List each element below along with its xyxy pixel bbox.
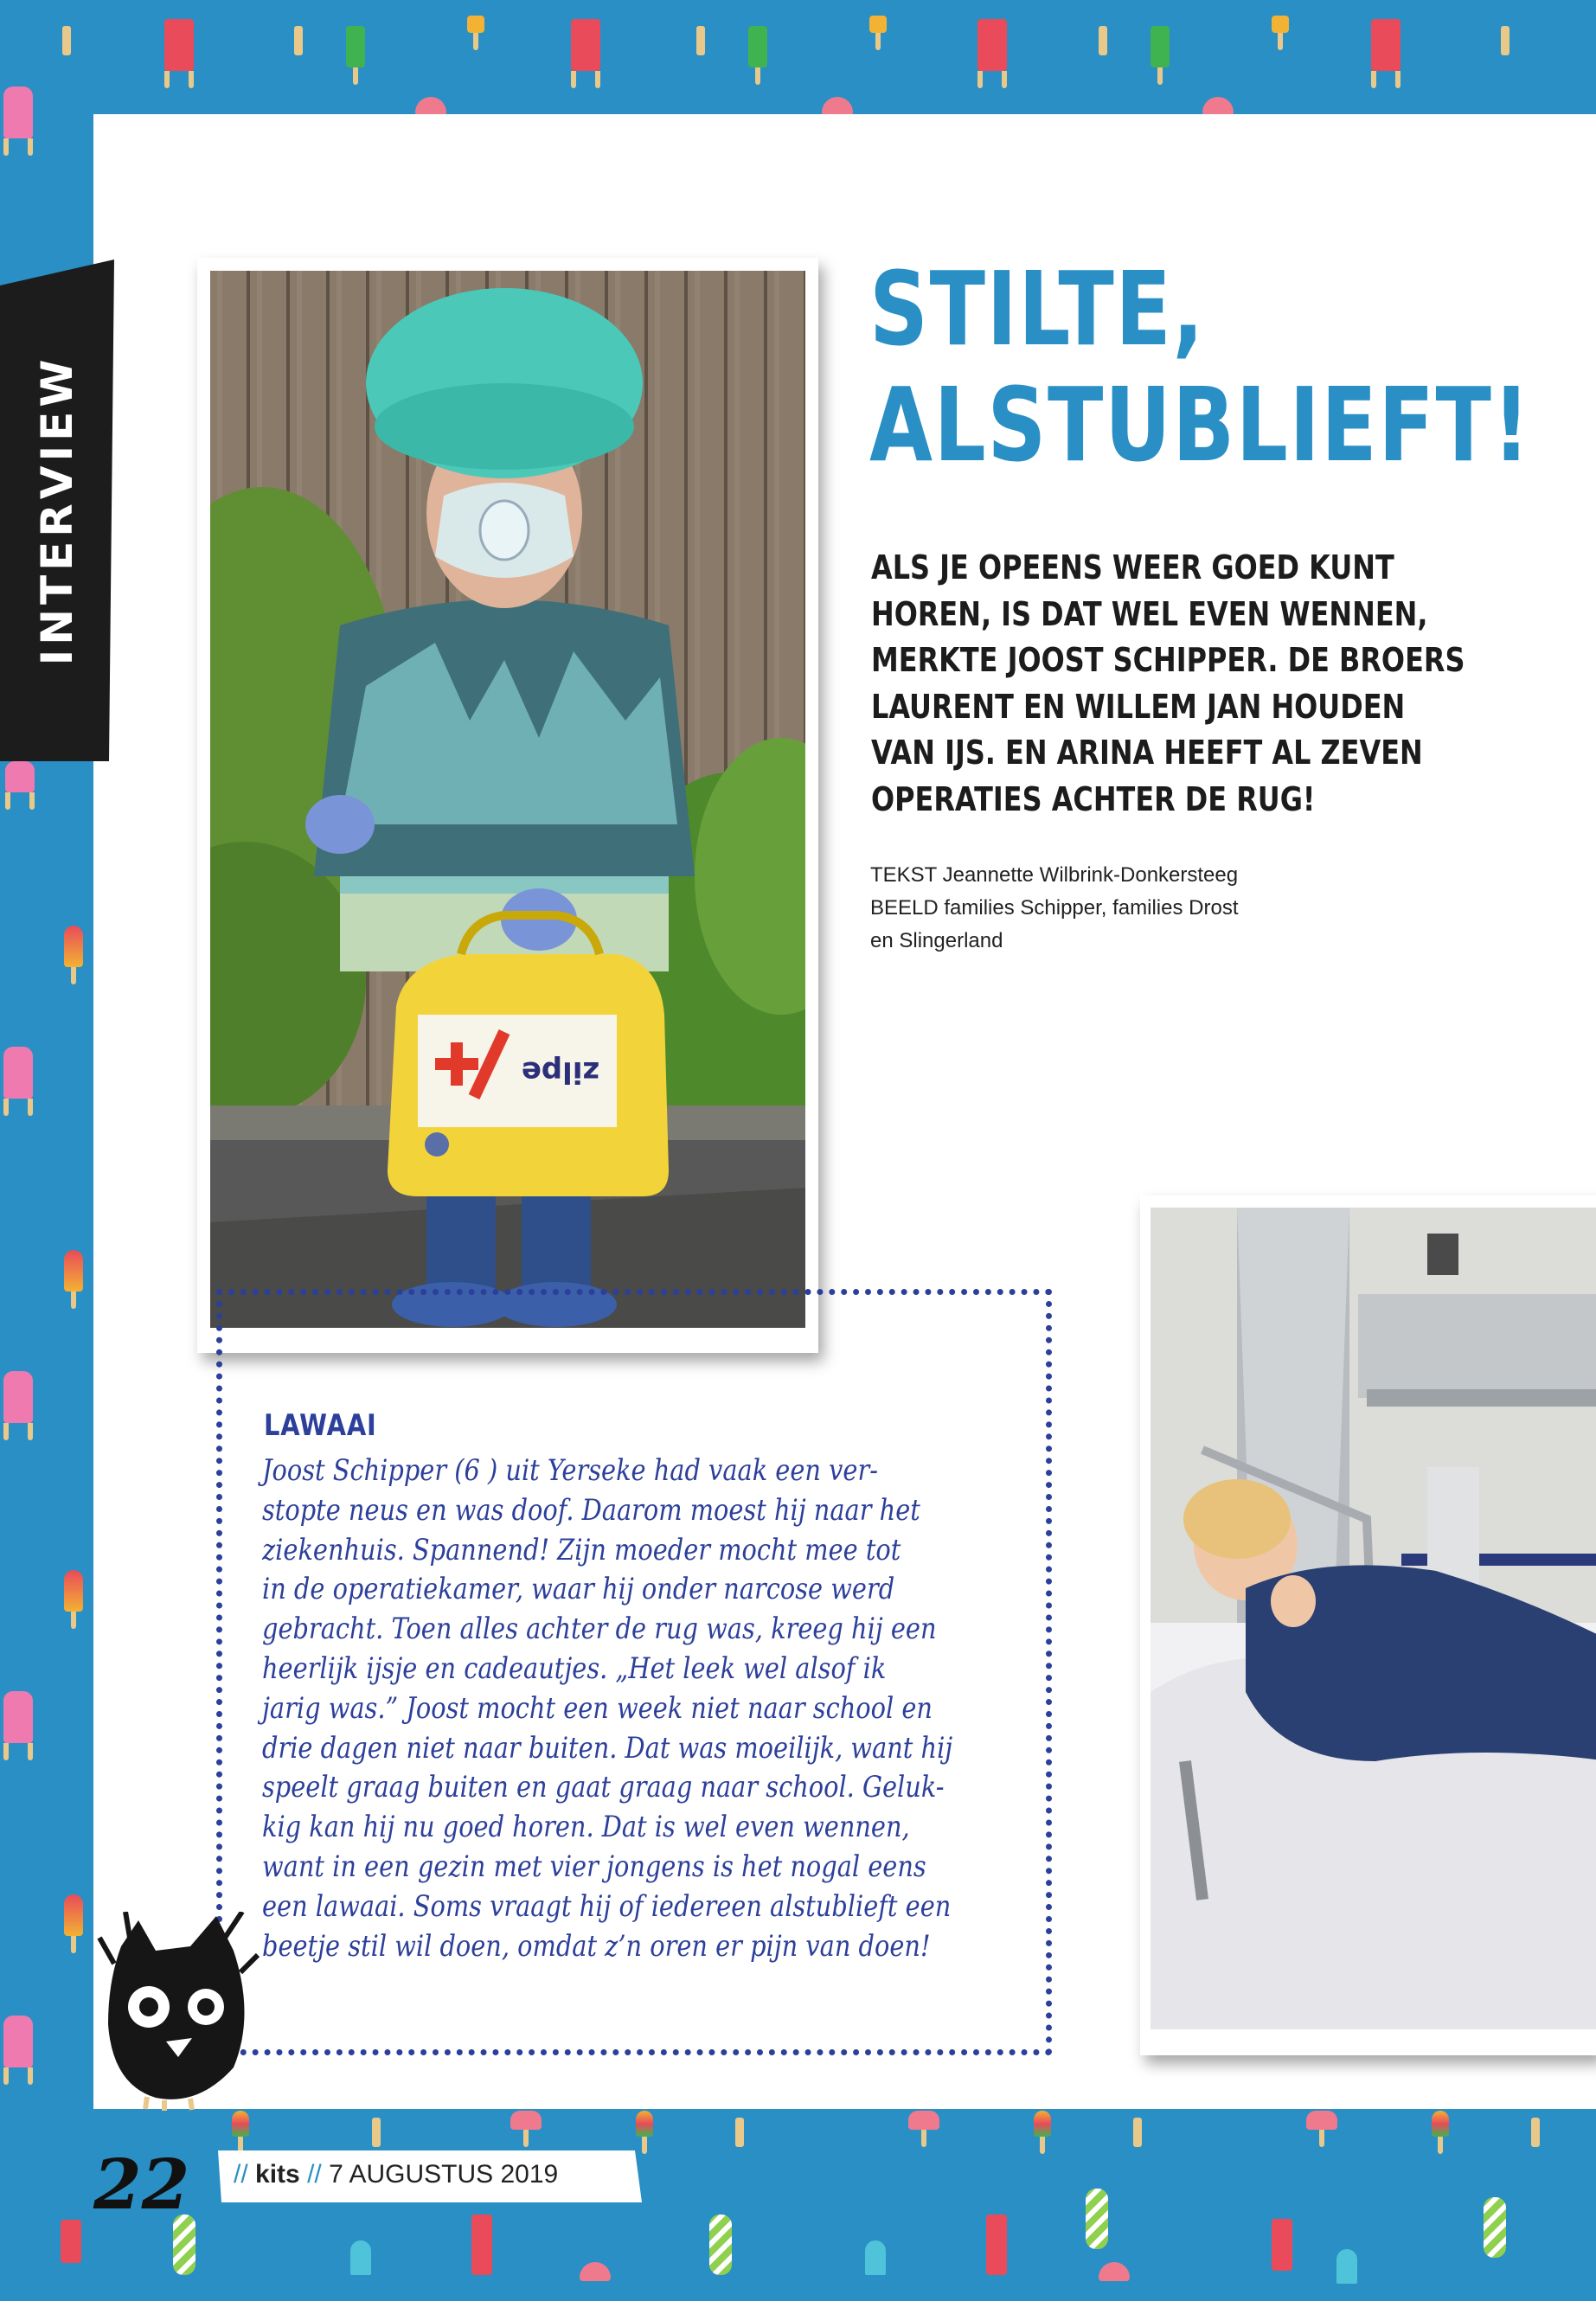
story-line: jarig was.” Joost mocht een week niet naar school en (262, 1690, 933, 1725)
popsicle-stick-icon (735, 2118, 744, 2147)
story-line: een lawaai. Soms vraagt hij of iedereen alstublieft een (262, 1888, 952, 1923)
story-line: stopte neus en was doof. Daarom moest hij naar het (262, 1492, 920, 1527)
story-line: beetje stil wil doen, omdat z’n oren er pijn van doen! (262, 1928, 931, 1963)
popsicle-stick-icon (294, 26, 303, 55)
story-box-text (262, 1451, 1023, 1965)
popsicle-icon (64, 1250, 83, 1309)
popsicle-stick-icon (1531, 2118, 1540, 2147)
popsicle-icon (1086, 2189, 1108, 2249)
footer-text (234, 2160, 558, 2189)
popsicle-icon (1484, 2197, 1506, 2258)
popsicle-icon (1432, 2111, 1449, 2154)
popsicle-icon (1306, 2111, 1337, 2147)
popsicle-icon (709, 2214, 732, 2275)
popsicle-icon (467, 16, 484, 50)
popsicle-icon (415, 97, 446, 116)
story-line: in de operatiekamer, waar hij onder narcose werd (262, 1572, 895, 1606)
credit-label: BEELD (870, 896, 939, 920)
popsicle-icon (3, 2016, 33, 2085)
popsicle-icon (471, 2214, 492, 2275)
credit-tekst (870, 859, 1355, 892)
popsicle-icon (3, 1691, 33, 1760)
popsicle-icon (64, 926, 83, 984)
story-line: heerlijk ijsje en cadeautjes. „Het leek wel alsof ik (262, 1650, 887, 1685)
popsicle-icon (5, 761, 35, 810)
popsicle-icon (748, 26, 767, 85)
credit-beeld-cont: en Slingerland (870, 929, 1003, 952)
magazine-name: kits (255, 2160, 300, 2189)
photo-boy-in-hospital-bed (1151, 1208, 1596, 2029)
story-box-heading: LAWAAI (264, 1408, 377, 1443)
popsicle-icon (1099, 2262, 1130, 2281)
popsicle-stick-icon (1099, 26, 1107, 55)
popsicle-icon (3, 1371, 33, 1440)
popsicle-icon (1151, 26, 1170, 85)
popsicle-icon (977, 19, 1007, 88)
popsicle-icon (636, 2111, 653, 2154)
popsicle-icon (571, 19, 600, 88)
credit-value: families Schipper, families Drost (944, 896, 1239, 920)
credit-beeld (870, 892, 1355, 925)
popsicle-icon (1371, 19, 1401, 88)
story-line: want in een gezin met vier jongens is het nogal eens (262, 1849, 926, 1883)
popsicle-icon (3, 1047, 33, 1116)
intro-line: HOREN, IS DAT WEL EVEN WENNEN, (871, 594, 1428, 633)
article-title (869, 249, 1532, 484)
story-line: kig kan hij nu goed horen. Dat is wel even wennen, (262, 1810, 910, 1844)
credits (870, 859, 1355, 958)
popsicle-icon (61, 2220, 81, 2263)
intro-line: OPERATIES ACHTER DE RUG! (871, 779, 1316, 818)
intro-line: ALS JE OPEENS WEER GOED KUNT (871, 548, 1394, 586)
popsicle-stick-icon (1133, 2118, 1142, 2147)
article-intro (871, 545, 1494, 823)
issue-date: 7 AUGUSTUS 2019 (329, 2160, 559, 2189)
story-line: drie dagen niet naar buiten. Dat was moeilijk, want hij (262, 1730, 953, 1765)
popsicle-icon (64, 1570, 83, 1629)
popsicle-stick-icon (696, 26, 705, 55)
credit-value: Jeannette Wilbrink-Donkersteeg (942, 863, 1239, 887)
popsicle-icon (580, 2262, 611, 2281)
popsicle-icon (164, 19, 194, 88)
credit-label: TEKST (870, 863, 937, 887)
popsicle-stick-icon (62, 26, 71, 55)
popsicle-icon (346, 26, 365, 85)
popsicle-icon (232, 2111, 249, 2154)
photo-boy-with-suitcase (210, 271, 805, 1328)
story-line: ziekenhuis. Spannend! Zijn moeder mocht mee tot (262, 1532, 901, 1567)
photo-frame-hospital (1140, 1195, 1596, 2055)
story-line: Joost Schipper (6 ) uit Yerseke had vaak een ver- (262, 1453, 878, 1487)
popsicle-icon (350, 2240, 371, 2275)
page-number: 22 (93, 2144, 190, 2225)
section-tab-label: INTERVIEW (32, 355, 82, 666)
title-line: STILTE, (869, 249, 1205, 369)
popsicle-icon (822, 97, 853, 116)
photo-frame-boy (197, 258, 818, 1353)
popsicle-icon (865, 2240, 886, 2275)
story-line: speelt graag buiten en gaat graag naar school. Geluk- (262, 1770, 945, 1804)
intro-line: LAURENT EN WILLEM JAN HOUDEN (871, 687, 1406, 726)
popsicle-icon (1034, 2111, 1051, 2154)
intro-line: VAN IJS. EN ARINA HEEFT AL ZEVEN (871, 734, 1423, 772)
footer-separator: // (234, 2160, 248, 2189)
footer-separator: // (307, 2160, 322, 2189)
popsicle-icon (1336, 2249, 1357, 2284)
title-line: ALSTUBLIEFT! (869, 365, 1532, 484)
intro-line: MERKTE JOOST SCHIPPER. DE BROERS (871, 641, 1465, 679)
popsicle-stick-icon (1501, 26, 1509, 55)
owl-mascot-icon (95, 1912, 260, 2111)
popsicle-icon (1272, 16, 1289, 50)
popsicle-icon (1272, 2219, 1292, 2271)
popsicle-icon (3, 87, 33, 156)
story-line: gebracht. Toen alles achter de rug was, kreeg hij een (262, 1612, 937, 1646)
popsicle-icon (510, 2111, 542, 2147)
popsicle-icon (64, 1894, 83, 1953)
popsicle-icon (908, 2111, 939, 2147)
popsicle-icon (986, 2214, 1007, 2275)
popsicle-icon (1202, 97, 1234, 116)
suitcase-label: zilpe (521, 1054, 600, 1089)
popsicle-icon (869, 16, 887, 50)
popsicle-stick-icon (372, 2118, 381, 2147)
